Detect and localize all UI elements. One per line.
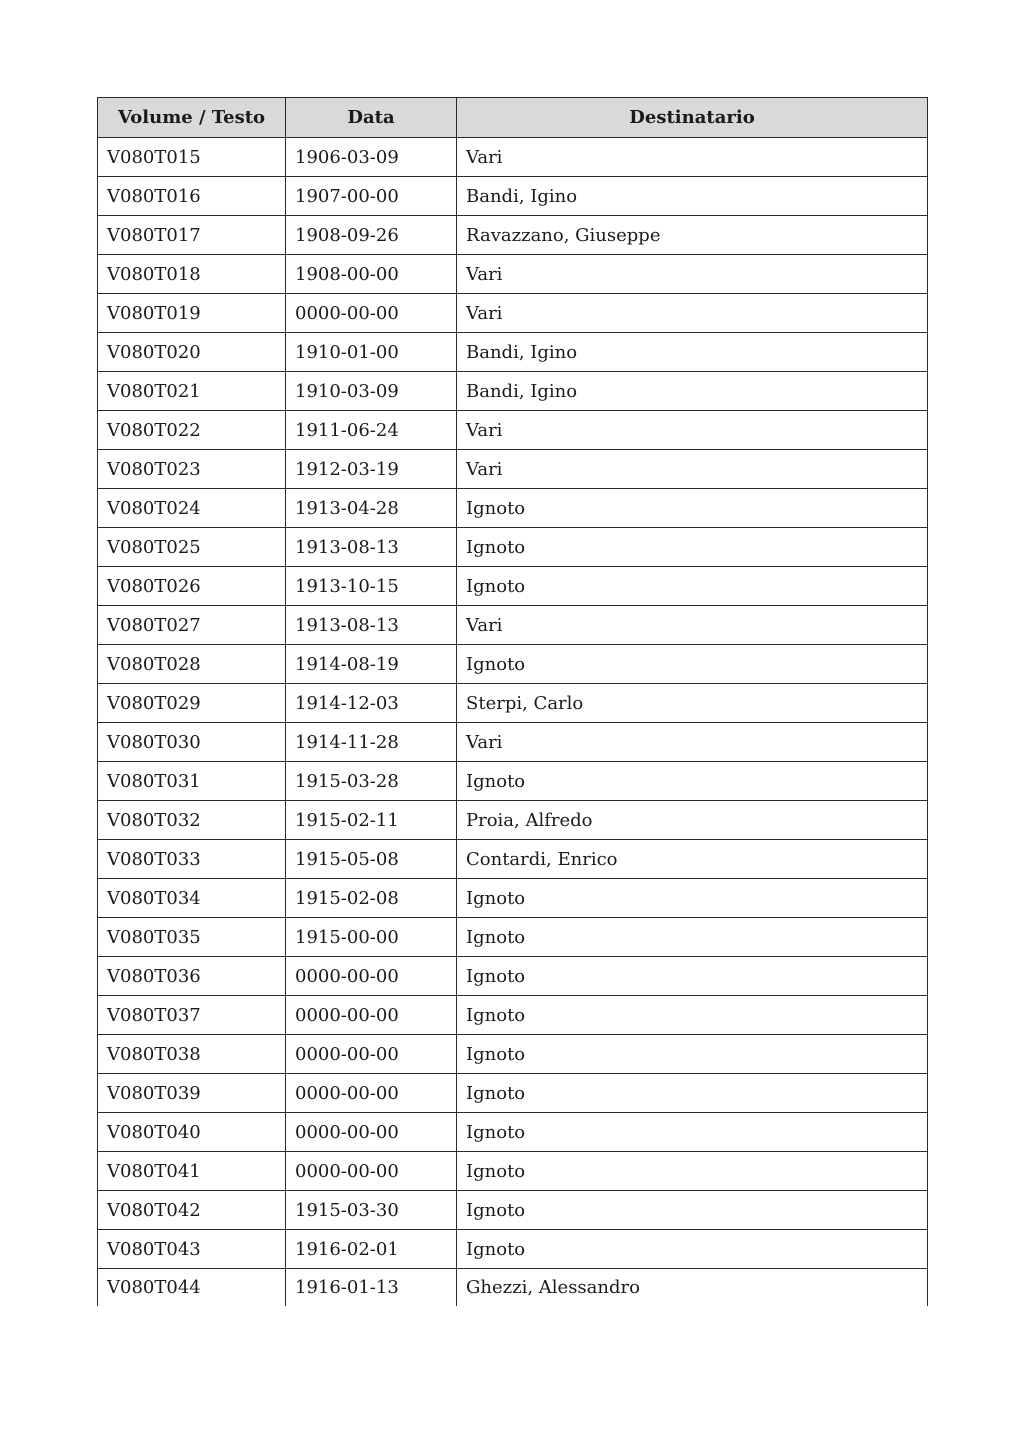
table-row [98,177,928,216]
table-row [98,333,928,372]
data-cell: 1915-02-11 [286,801,457,840]
destinatario-cell: Contardi, Enrico [457,840,928,879]
volume-testo-cell: V080T041 [98,1152,286,1191]
volume-testo-cell: V080T020 [98,333,286,372]
table-row [98,294,928,333]
table-row [98,1269,928,1307]
data-cell: 1914-08-19 [286,645,457,684]
table-row [98,918,928,957]
data-cell: 1906-03-09 [286,138,457,177]
volume-testo-cell: V080T040 [98,1113,286,1152]
data-cell: 1908-00-00 [286,255,457,294]
destinatario-cell: Ignoto [457,489,928,528]
volume-testo-cell: V080T029 [98,684,286,723]
destinatario-cell: Ghezzi, Alessandro [457,1269,928,1307]
data-cell: 1913-08-13 [286,528,457,567]
destinatario-cell: Vari [457,294,928,333]
table-row [98,216,928,255]
column-header-data: Data [286,98,457,138]
destinatario-cell: Vari [457,411,928,450]
data-cell: 1907-00-00 [286,177,457,216]
destinatario-cell: Vari [457,606,928,645]
table-row [98,255,928,294]
table-row [98,801,928,840]
destinatario-cell: Ignoto [457,1113,928,1152]
table-row [98,1113,928,1152]
volume-testo-cell: V080T025 [98,528,286,567]
table-row [98,1152,928,1191]
destinatario-cell: Ignoto [457,1074,928,1113]
data-cell: 1914-12-03 [286,684,457,723]
data-cell: 1912-03-19 [286,450,457,489]
destinatario-cell: Ignoto [457,879,928,918]
letters-table [97,97,928,1306]
destinatario-cell: Bandi, Igino [457,333,928,372]
column-header-volume-testo: Volume / Testo [98,98,286,138]
destinatario-cell: Bandi, Igino [457,372,928,411]
volume-testo-cell: V080T016 [98,177,286,216]
destinatario-cell: Ignoto [457,996,928,1035]
volume-testo-cell: V080T044 [98,1269,286,1307]
table-row [98,372,928,411]
table-row [98,840,928,879]
destinatario-cell: Ignoto [457,1230,928,1269]
volume-testo-cell: V080T032 [98,801,286,840]
volume-testo-cell: V080T035 [98,918,286,957]
data-cell: 1916-02-01 [286,1230,457,1269]
destinatario-cell: Vari [457,450,928,489]
table-row [98,1230,928,1269]
data-cell: 0000-00-00 [286,1074,457,1113]
volume-testo-cell: V080T030 [98,723,286,762]
volume-testo-cell: V080T018 [98,255,286,294]
destinatario-cell: Ignoto [457,528,928,567]
table-body [98,138,928,1307]
volume-testo-cell: V080T036 [98,957,286,996]
table-row [98,1074,928,1113]
table-row [98,138,928,177]
table-row [98,957,928,996]
volume-testo-cell: V080T022 [98,411,286,450]
destinatario-cell: Proia, Alfredo [457,801,928,840]
volume-testo-cell: V080T034 [98,879,286,918]
volume-testo-cell: V080T027 [98,606,286,645]
destinatario-cell: Ravazzano, Giuseppe [457,216,928,255]
volume-testo-cell: V080T031 [98,762,286,801]
data-cell: 0000-00-00 [286,294,457,333]
volume-testo-cell: V080T015 [98,138,286,177]
data-cell: 1915-00-00 [286,918,457,957]
table-row [98,684,928,723]
table-row [98,996,928,1035]
volume-testo-cell: V080T017 [98,216,286,255]
data-cell: 1913-04-28 [286,489,457,528]
destinatario-cell: Ignoto [457,957,928,996]
volume-testo-cell: V080T021 [98,372,286,411]
table-row [98,879,928,918]
destinatario-cell: Ignoto [457,1191,928,1230]
destinatario-cell: Vari [457,723,928,762]
table-header-row [98,98,928,138]
table-row [98,762,928,801]
data-cell: 0000-00-00 [286,957,457,996]
data-cell: 1910-03-09 [286,372,457,411]
data-cell: 0000-00-00 [286,1035,457,1074]
volume-testo-cell: V080T023 [98,450,286,489]
data-cell: 1910-01-00 [286,333,457,372]
table-row [98,1035,928,1074]
destinatario-cell: Vari [457,138,928,177]
table-row [98,489,928,528]
volume-testo-cell: V080T038 [98,1035,286,1074]
table-row [98,645,928,684]
table-row [98,1191,928,1230]
data-cell: 1913-08-13 [286,606,457,645]
volume-testo-cell: V080T042 [98,1191,286,1230]
destinatario-cell: Ignoto [457,645,928,684]
data-cell: 1914-11-28 [286,723,457,762]
data-cell: 1915-02-08 [286,879,457,918]
table-row [98,723,928,762]
data-cell: 1916-01-13 [286,1269,457,1307]
table-row [98,411,928,450]
destinatario-cell: Ignoto [457,1152,928,1191]
destinatario-cell: Sterpi, Carlo [457,684,928,723]
data-cell: 0000-00-00 [286,996,457,1035]
data-cell: 1915-05-08 [286,840,457,879]
destinatario-cell: Ignoto [457,567,928,606]
table-row [98,567,928,606]
destinatario-cell: Ignoto [457,1035,928,1074]
data-cell: 1908-09-26 [286,216,457,255]
document-page [97,97,927,1306]
destinatario-cell: Vari [457,255,928,294]
volume-testo-cell: V080T043 [98,1230,286,1269]
table-row [98,450,928,489]
volume-testo-cell: V080T024 [98,489,286,528]
column-header-destinatario: Destinatario [457,98,928,138]
volume-testo-cell: V080T037 [98,996,286,1035]
volume-testo-cell: V080T039 [98,1074,286,1113]
destinatario-cell: Ignoto [457,918,928,957]
volume-testo-cell: V080T026 [98,567,286,606]
data-cell: 1913-10-15 [286,567,457,606]
volume-testo-cell: V080T033 [98,840,286,879]
table-row [98,606,928,645]
table-row [98,528,928,567]
data-cell: 0000-00-00 [286,1113,457,1152]
data-cell: 0000-00-00 [286,1152,457,1191]
data-cell: 1915-03-28 [286,762,457,801]
volume-testo-cell: V080T028 [98,645,286,684]
volume-testo-cell: V080T019 [98,294,286,333]
data-cell: 1915-03-30 [286,1191,457,1230]
data-cell: 1911-06-24 [286,411,457,450]
destinatario-cell: Ignoto [457,762,928,801]
destinatario-cell: Bandi, Igino [457,177,928,216]
